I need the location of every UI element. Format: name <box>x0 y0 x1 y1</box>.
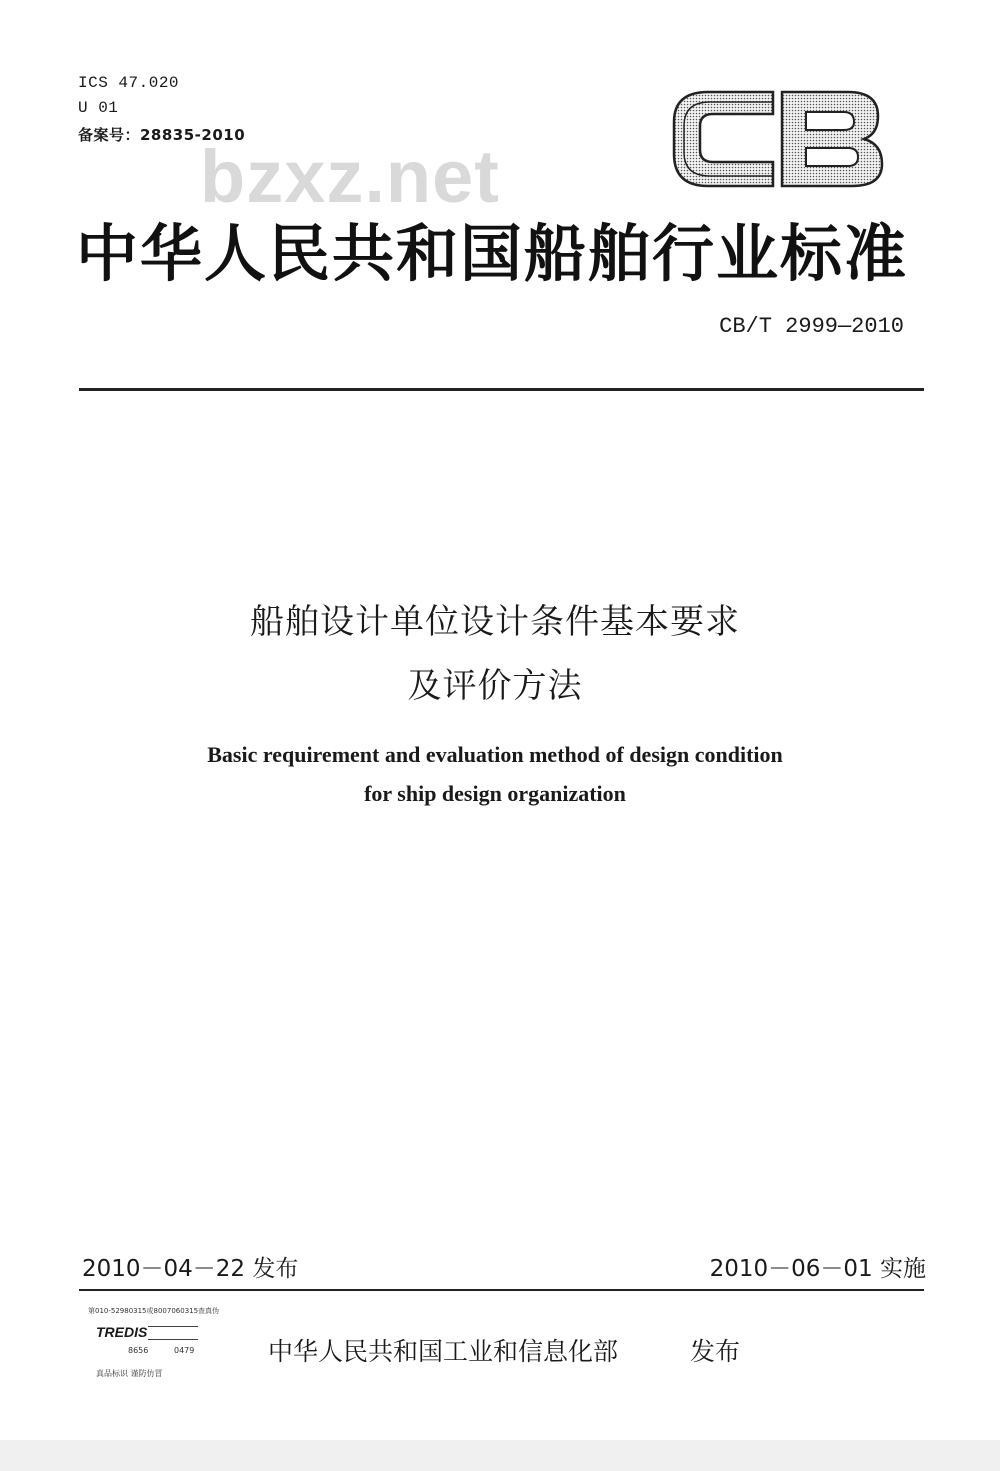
serial-right: 0479 <box>174 1346 195 1355</box>
cb-logo <box>668 82 888 197</box>
verification-code-line: 第010-52980315或8007060315查真伪 <box>88 1307 220 1315</box>
publisher-name: 中华人民共和国工业和信息化部 <box>268 1337 619 1366</box>
brand-caption-lines <box>148 1326 198 1340</box>
anti-counterfeit-label <box>88 1306 218 1381</box>
implementation-date: 2010－06－01 实施 <box>709 1256 926 1282</box>
logo-text: CB <box>668 82 670 83</box>
header-rule <box>79 388 924 391</box>
publish-action: 发布 <box>690 1337 741 1366</box>
title-en-line2: for ship design organization <box>364 781 626 806</box>
title-cn-line2: 及评价方法 <box>407 666 583 706</box>
title-en-line1: Basic requirement and evaluation method of design condition <box>207 742 783 767</box>
class-code: U 01 <box>78 99 119 117</box>
ics-code: ICS 47.020 <box>78 74 180 92</box>
page-bottom-bar <box>0 1440 1000 1471</box>
footer-rule <box>79 1289 924 1291</box>
standard-number: CB/T 2999—2010 <box>719 314 904 339</box>
anti-counterfeit-footer: 真品标识 谨防仿冒 <box>96 1369 163 1378</box>
standard-category-title: 中华人民共和国船舶行业标准 <box>76 217 909 290</box>
title-cn-line1: 船舶设计单位设计条件基本要求 <box>250 602 740 642</box>
release-date: 2010－04－22 发布 <box>82 1256 299 1282</box>
serial-left: 8656 <box>128 1346 149 1355</box>
brand-mark: TREDIS <box>96 1324 148 1340</box>
watermark: bzxz.net <box>200 135 500 218</box>
filing-number: 备案号：28835-2010 <box>78 126 246 144</box>
